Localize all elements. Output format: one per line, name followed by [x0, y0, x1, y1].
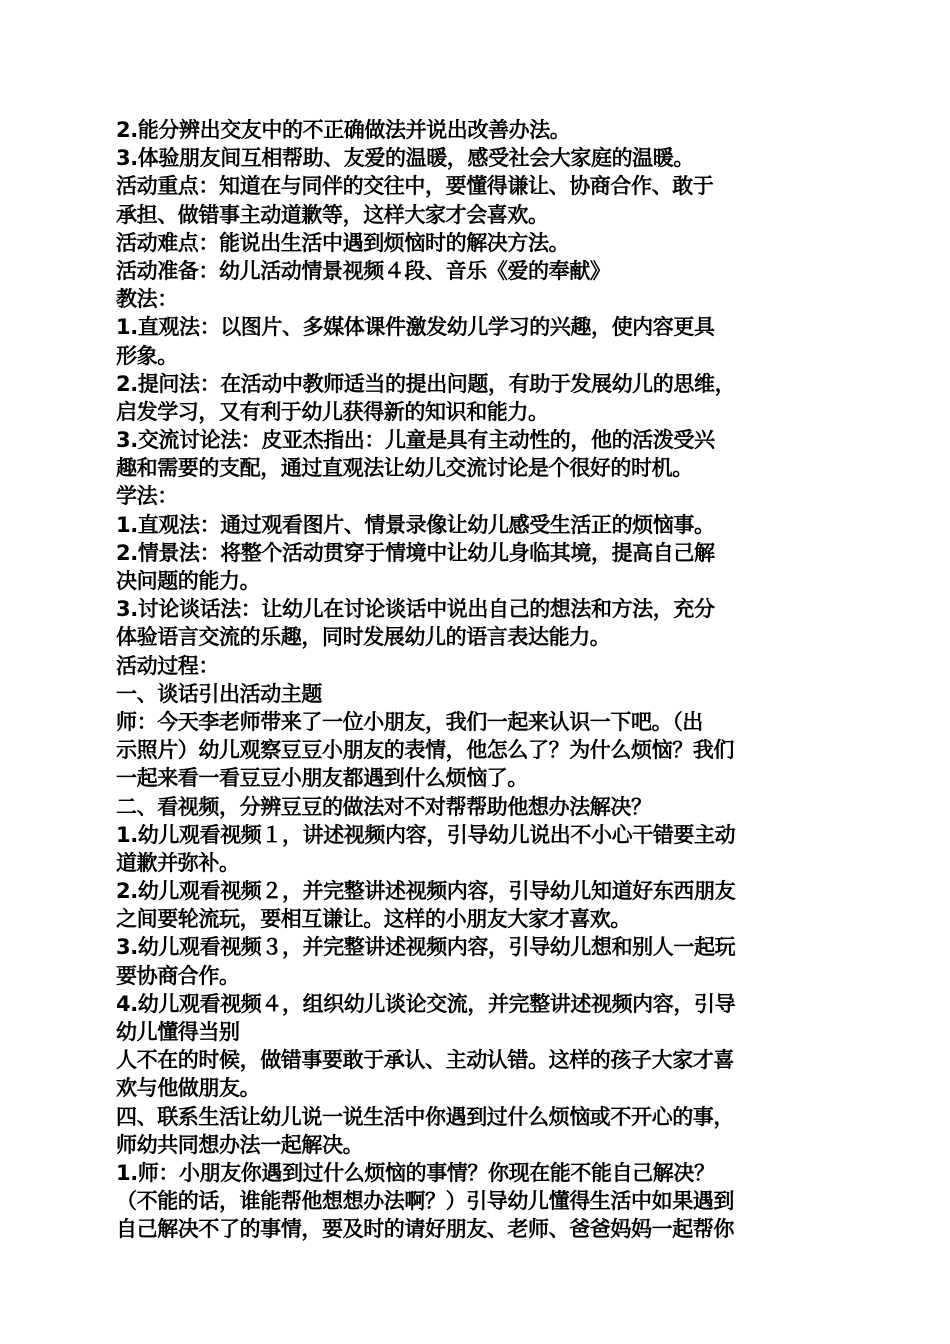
text-line: 1.直观法：通过观看图片、情景录像让幼儿感受生活正的烦恼事。: [116, 512, 715, 537]
text-line: 2.幼儿观看视频２，并完整讲述视频内容，引导幼儿知道好东西朋友: [116, 879, 736, 904]
section-heading: 四、联系生活让幼儿说一说生活中你遇到过什么烦恼或不开心的事，: [116, 1104, 734, 1129]
text-line: 3.讨论谈话法：让幼儿在讨论谈话中说出自己的想法和方法，充分: [116, 597, 715, 622]
section-heading: 活动过程：: [116, 653, 219, 678]
text-line: 师幼共同想办法一起解决。: [116, 1132, 364, 1157]
text-line: 道歉并弥补。: [116, 850, 240, 875]
text-line: 活动重点：知道在与同伴的交往中，要懂得谦让、协商合作、敢于: [116, 174, 714, 199]
text-line: 一起来看一看豆豆小朋友都遇到什么烦恼了。: [116, 766, 528, 791]
text-line: 2.能分辨出交友中的不正确做法并说出改善办法。: [116, 118, 571, 142]
text-line: （不能的话，谁能帮他想想办法啊？）引导幼儿懂得生活中如果遇到: [116, 1189, 734, 1214]
text-line: 4.幼儿观看视频４，组织幼儿谈论交流，并完整讲述视频内容，引导: [116, 991, 736, 1016]
text-line: 2.情景法：将整个活动贯穿于情境中让幼儿身临其境，提高自己解: [116, 540, 715, 565]
text-line: 之间要轮流玩，要相互谦让。这样的小朋友大家才喜欢。: [116, 907, 631, 932]
section-heading: 教法：: [116, 287, 178, 312]
document-body: [116, 116, 836, 1244]
text-line: 要协商合作。: [116, 963, 240, 988]
text-line: 1.师：小朋友你遇到过什么烦恼的事情？你现在能不能自己解决？: [116, 1160, 715, 1185]
text-line: 趣和需要的支配，通过直观法让幼儿交流讨论是个很好的时机。: [116, 456, 693, 481]
text-line: 决问题的能力。: [116, 569, 261, 593]
text-line: 师：今天李老师带来了一位小朋友，我们一起来认识一下吧。（出: [116, 709, 703, 734]
text-line: 启发学习，又有利于幼儿获得新的知识和能力。: [116, 399, 549, 424]
text-line: 3.体验朋友间互相帮助、友爱的温暖，感受社会大家庭的温暖。: [116, 146, 694, 171]
text-line: 活动难点：能说出生活中遇到烦恼时的解决方法。: [116, 230, 570, 255]
section-heading: 二、看视频，分辨豆豆的做法对不对帮帮助他想办法解决？: [116, 794, 652, 819]
section-heading: 学法：: [116, 484, 178, 509]
text-line: 活动准备：幼儿活动情景视频４段、音乐《爱的奉献》: [116, 258, 611, 283]
text-line: 示照片）幼儿观察豆豆小朋友的表情，他怎么了？为什么烦恼？我们: [116, 738, 734, 763]
text-line: 1.幼儿观看视频１，讲述视频内容，引导幼儿说出不小心干错要主动: [116, 822, 736, 847]
text-line: 形象。: [116, 343, 178, 368]
text-line: 3.幼儿观看视频３，并完整讲述视频内容，引导幼儿想和别人一起玩: [116, 935, 736, 960]
text-line: 1.直观法：以图片、多媒体课件激发幼儿学习的兴趣，使内容更具: [116, 315, 715, 340]
text-line: 欢与他做朋友。: [116, 1076, 261, 1101]
text-line: 人不在的时候，做错事要敢于承认、主动认错。这样的孩子大家才喜: [116, 1048, 734, 1073]
text-line: 2.提问法：在活动中教师适当的提出问题，有助于发展幼儿的思维，: [116, 371, 736, 396]
text-line: 承担、做错事主动道歉等，这样大家才会喜欢。: [116, 202, 549, 227]
text-line: 自己解决不了的事情，要及时的请好朋友、老师、爸爸妈妈一起帮你: [116, 1217, 734, 1242]
text-line: 体验语言交流的乐趣，同时发展幼儿的语言表达能力。: [116, 625, 611, 650]
text-line: 3.交流讨论法：皮亚杰指出：儿童是具有主动性的，他的活泼受兴: [116, 428, 715, 453]
text-line: 幼儿懂得当别: [116, 1020, 240, 1044]
section-heading: 一、谈话引出活动主题: [116, 681, 322, 706]
